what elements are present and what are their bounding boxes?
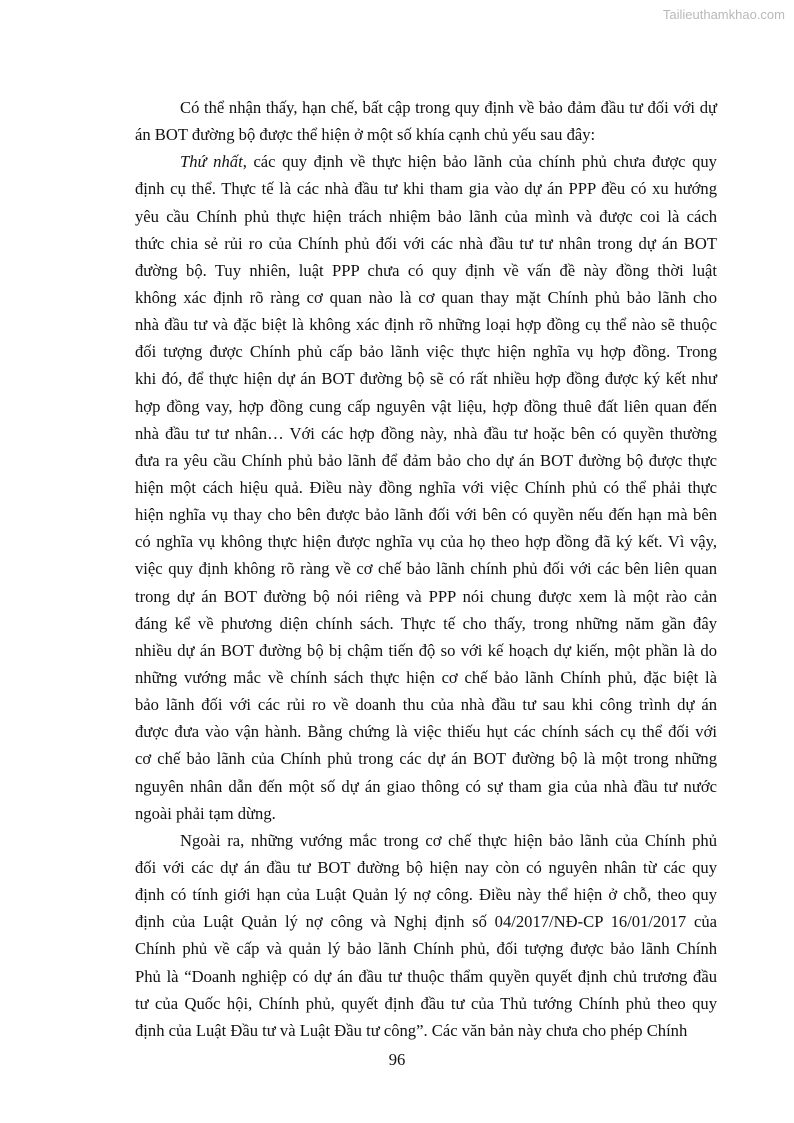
text-line: nguyên nhân dẫn đến một số dự án giao thông có sự tham gia của nhà đầu tư nước [135,776,717,796]
line-text: , các quy định về thực hiện bảo lãnh của chính phủ chưa được quy [242,152,717,172]
text-line: đối tượng được Chính phủ cấp bảo lãnh việc thực hiện nghĩa vụ hợp đồng. Trong [135,342,717,362]
text-line: khi đó, để thực hiện dự án BOT đường bộ sẽ có rất nhiều hợp đồng được ký kết như [135,369,717,389]
text-line [135,148,717,175]
italic-emphasis: Thứ nhất [180,152,243,172]
page-number: 96 [388,1050,406,1069]
watermark: Tailieuthamkhao.com [662,7,785,22]
paragraph [135,94,717,148]
text-line: Có thể nhận thấy, hạn chế, bất cập trong quy định về bảo đảm đầu tư đối với dự [180,98,717,117]
text-line: cơ chế bảo lãnh của Chính phủ trong các dự án BOT đường bộ là một trong những [135,749,717,769]
text-line: nhà đầu tư và đặc biệt là không xác định rõ những loại hợp đồng cụ thể nào sẽ thuộc [135,315,717,335]
text-line: hợp đồng vay, hợp đồng cung cấp nguyên vật liệu, hợp đồng thuê đất liên quan đến [135,396,717,416]
text-line: định của Luật Đầu tư và Luật Đầu tư công”. Các văn bản này chưa cho phép Chính [135,1020,688,1040]
text-line: định của Luật Quản lý nợ công và Nghị định số 04/2017/NĐ-CP 16/01/2017 của [135,912,717,932]
text-line: bảo lãnh đối với các rủi ro về doanh thu của nhà đầu tư sau khi công trình dự án [135,695,717,715]
text-line: được đưa vào vận hành. Bằng chứng là việc thiếu hụt các chính sách cụ thể đối với [135,722,717,742]
text-line: yêu cầu Chính phủ thực hiện trách nhiệm bảo lãnh của mình và được coi là cách [135,206,717,226]
text-line: đường bộ. Tuy nhiên, luật PPP chưa có quy định về vấn đề này đồng thời luật [135,260,717,280]
text-line: không xác định rõ ràng cơ quan nào là cơ quan thay mặt Chính phủ bảo lãnh cho [135,287,717,307]
text-line: Phủ là “Doanh nghiệp có dự án đầu tư thuộc thẩm quyền quyết định chủ trương đầu [135,966,717,986]
text-line: đưa ra yêu cầu Chính phủ bảo lãnh để đảm bảo cho dự án BOT đường bộ được thực [135,450,717,470]
text-line: nhà đầu tư tư nhân… Với các hợp đồng này, nhà đầu tư hoặc bên có quyền thường [135,423,717,443]
text-line: có nghĩa vụ không thực hiện được nghĩa vụ của họ theo hợp đồng đã ký kết. Vì vậy, [135,532,717,552]
text-line: việc quy định không rõ ràng về cơ chế bảo lãnh chính phủ đối với các bên liên quan [135,559,717,579]
text-line: nhiều dự án BOT đường bộ bị chậm tiến độ so với kế hoạch dự kiến, một phần là do [135,640,717,660]
text-line: thức chia sẻ rủi ro của Chính phủ đối với các nhà đầu tư tư nhân trong dự án BOT [135,233,717,253]
text-line: ngoài phải tạm dừng. [135,803,276,823]
text-line: đối với các dự án đầu tư BOT đường bộ hiện nay còn có nguyên nhân từ các quy [135,857,717,877]
text-line: Ngoài ra, những vướng mắc trong cơ chế thực hiện bảo lãnh của Chính phủ [180,830,717,850]
text-line: Chính phủ về cấp và quản lý bảo lãnh Chính phủ, đối tượng được bảo lãnh Chính [135,939,717,959]
text-line: hiện một cách hiệu quả. Điều này đồng nghĩa với việc Chính phủ có thể phải thực [135,477,717,497]
text-line: án BOT đường bộ được thể hiện ở một số khía cạnh chủ yếu sau đây: [135,125,596,145]
document-body [135,94,717,1044]
text-line: đáng kể về phương diện chính sách. Thực tế cho thấy, trong những năm gần đây [135,613,717,633]
text-line: tư của Quốc hội, Chính phủ, quyết định đầu tư của Thủ tướng Chính phủ theo quy [135,993,717,1013]
paragraph [135,827,717,1044]
paragraph [135,148,717,827]
text-line: trong dự án BOT đường bộ nói riêng và PPP nói chung được xem là một rào cản [135,586,717,606]
text-line: định cụ thể. Thực tế là các nhà đầu tư khi tham gia vào dự án PPP đều có xu hướng [135,179,717,199]
text-line: những vướng mắc về chính sách thực hiện cơ chế bảo lãnh Chính phủ, đặc biệt là [135,667,717,687]
text-line: hiện nghĩa vụ thay cho bên được bảo lãnh đối với bên có quyền nếu đến hạn mà bên [135,505,717,525]
text-line: định có tính giới hạn của Luật Quản lý nợ công. Điều này thể hiện ở chỗ, theo quy [135,885,717,905]
